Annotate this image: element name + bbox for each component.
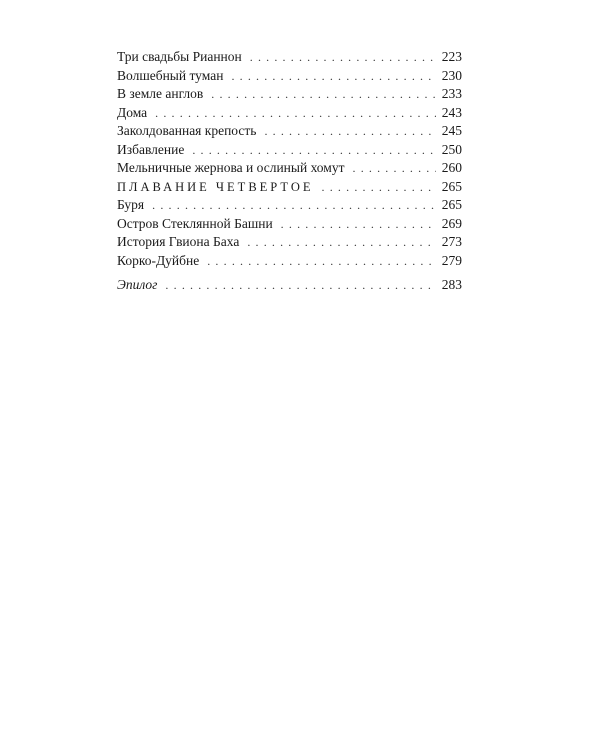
toc-section-title: ПЛАВАНИЕ ЧЕТВЕРТОЕ xyxy=(117,179,314,194)
toc-entry xyxy=(117,122,462,141)
toc-entry-title: Дома xyxy=(117,104,148,120)
dot-leader xyxy=(353,159,437,178)
toc-entry-page: 233 xyxy=(441,86,462,101)
dot-leader xyxy=(211,85,436,104)
toc-entry xyxy=(117,67,462,86)
dot-leader xyxy=(322,178,436,197)
toc-entry xyxy=(117,215,462,234)
toc-entry-epilogue xyxy=(117,276,462,295)
toc-entry xyxy=(117,159,462,178)
toc-entry xyxy=(117,85,462,104)
toc-entry-title: Избавление xyxy=(117,141,185,157)
dot-leader xyxy=(207,252,436,271)
toc-entry-page: 279 xyxy=(441,252,462,268)
dot-leader xyxy=(250,48,436,67)
dot-leader xyxy=(281,215,436,234)
toc-entry xyxy=(117,252,462,271)
dot-leader xyxy=(165,276,436,295)
toc-entry-page: 265 xyxy=(441,197,462,212)
toc-entry-page: 260 xyxy=(441,160,462,175)
dot-leader xyxy=(155,104,436,123)
toc-entry-page: 230 xyxy=(441,67,462,83)
toc-entry-page: 223 xyxy=(441,49,462,64)
toc-entry xyxy=(117,196,462,215)
toc-entry-page: 265 xyxy=(441,178,462,194)
toc-entry xyxy=(117,104,462,123)
toc-section-heading xyxy=(117,178,462,197)
toc-entry xyxy=(117,233,462,252)
toc-entry-title: История Гвиона Баха xyxy=(117,234,240,249)
toc-entry xyxy=(117,141,462,160)
toc-entry-title: В земле англов xyxy=(117,86,204,101)
toc-entry-page: 243 xyxy=(441,104,462,120)
toc-entry-title: Корко-Дуйбне xyxy=(117,252,200,268)
toc-entry-title: Заколдованная крепость xyxy=(117,123,257,138)
toc-entry-page: 245 xyxy=(441,123,462,138)
toc-entry-page: 250 xyxy=(441,141,462,157)
dot-leader xyxy=(247,233,436,252)
toc-entry-title: Волшебный туман xyxy=(117,67,224,83)
toc-entry-title: Буря xyxy=(117,197,145,212)
dot-leader xyxy=(152,196,436,215)
dot-leader xyxy=(231,67,436,86)
dot-leader xyxy=(264,122,436,141)
toc-entry-page: 269 xyxy=(441,215,462,231)
table-of-contents xyxy=(117,48,462,295)
toc-entry-page: 273 xyxy=(441,234,462,249)
toc-entry-title: Мельничные жернова и ослиный хомут xyxy=(117,160,345,175)
toc-entry-title: Три свадьбы Рианнон xyxy=(117,49,242,64)
toc-entry-page: 283 xyxy=(441,277,462,292)
toc-entry-title: Эпилог xyxy=(117,277,158,292)
toc-entry xyxy=(117,48,462,67)
toc-entry-title: Остров Стеклянной Башни xyxy=(117,215,273,231)
dot-leader xyxy=(192,141,436,160)
